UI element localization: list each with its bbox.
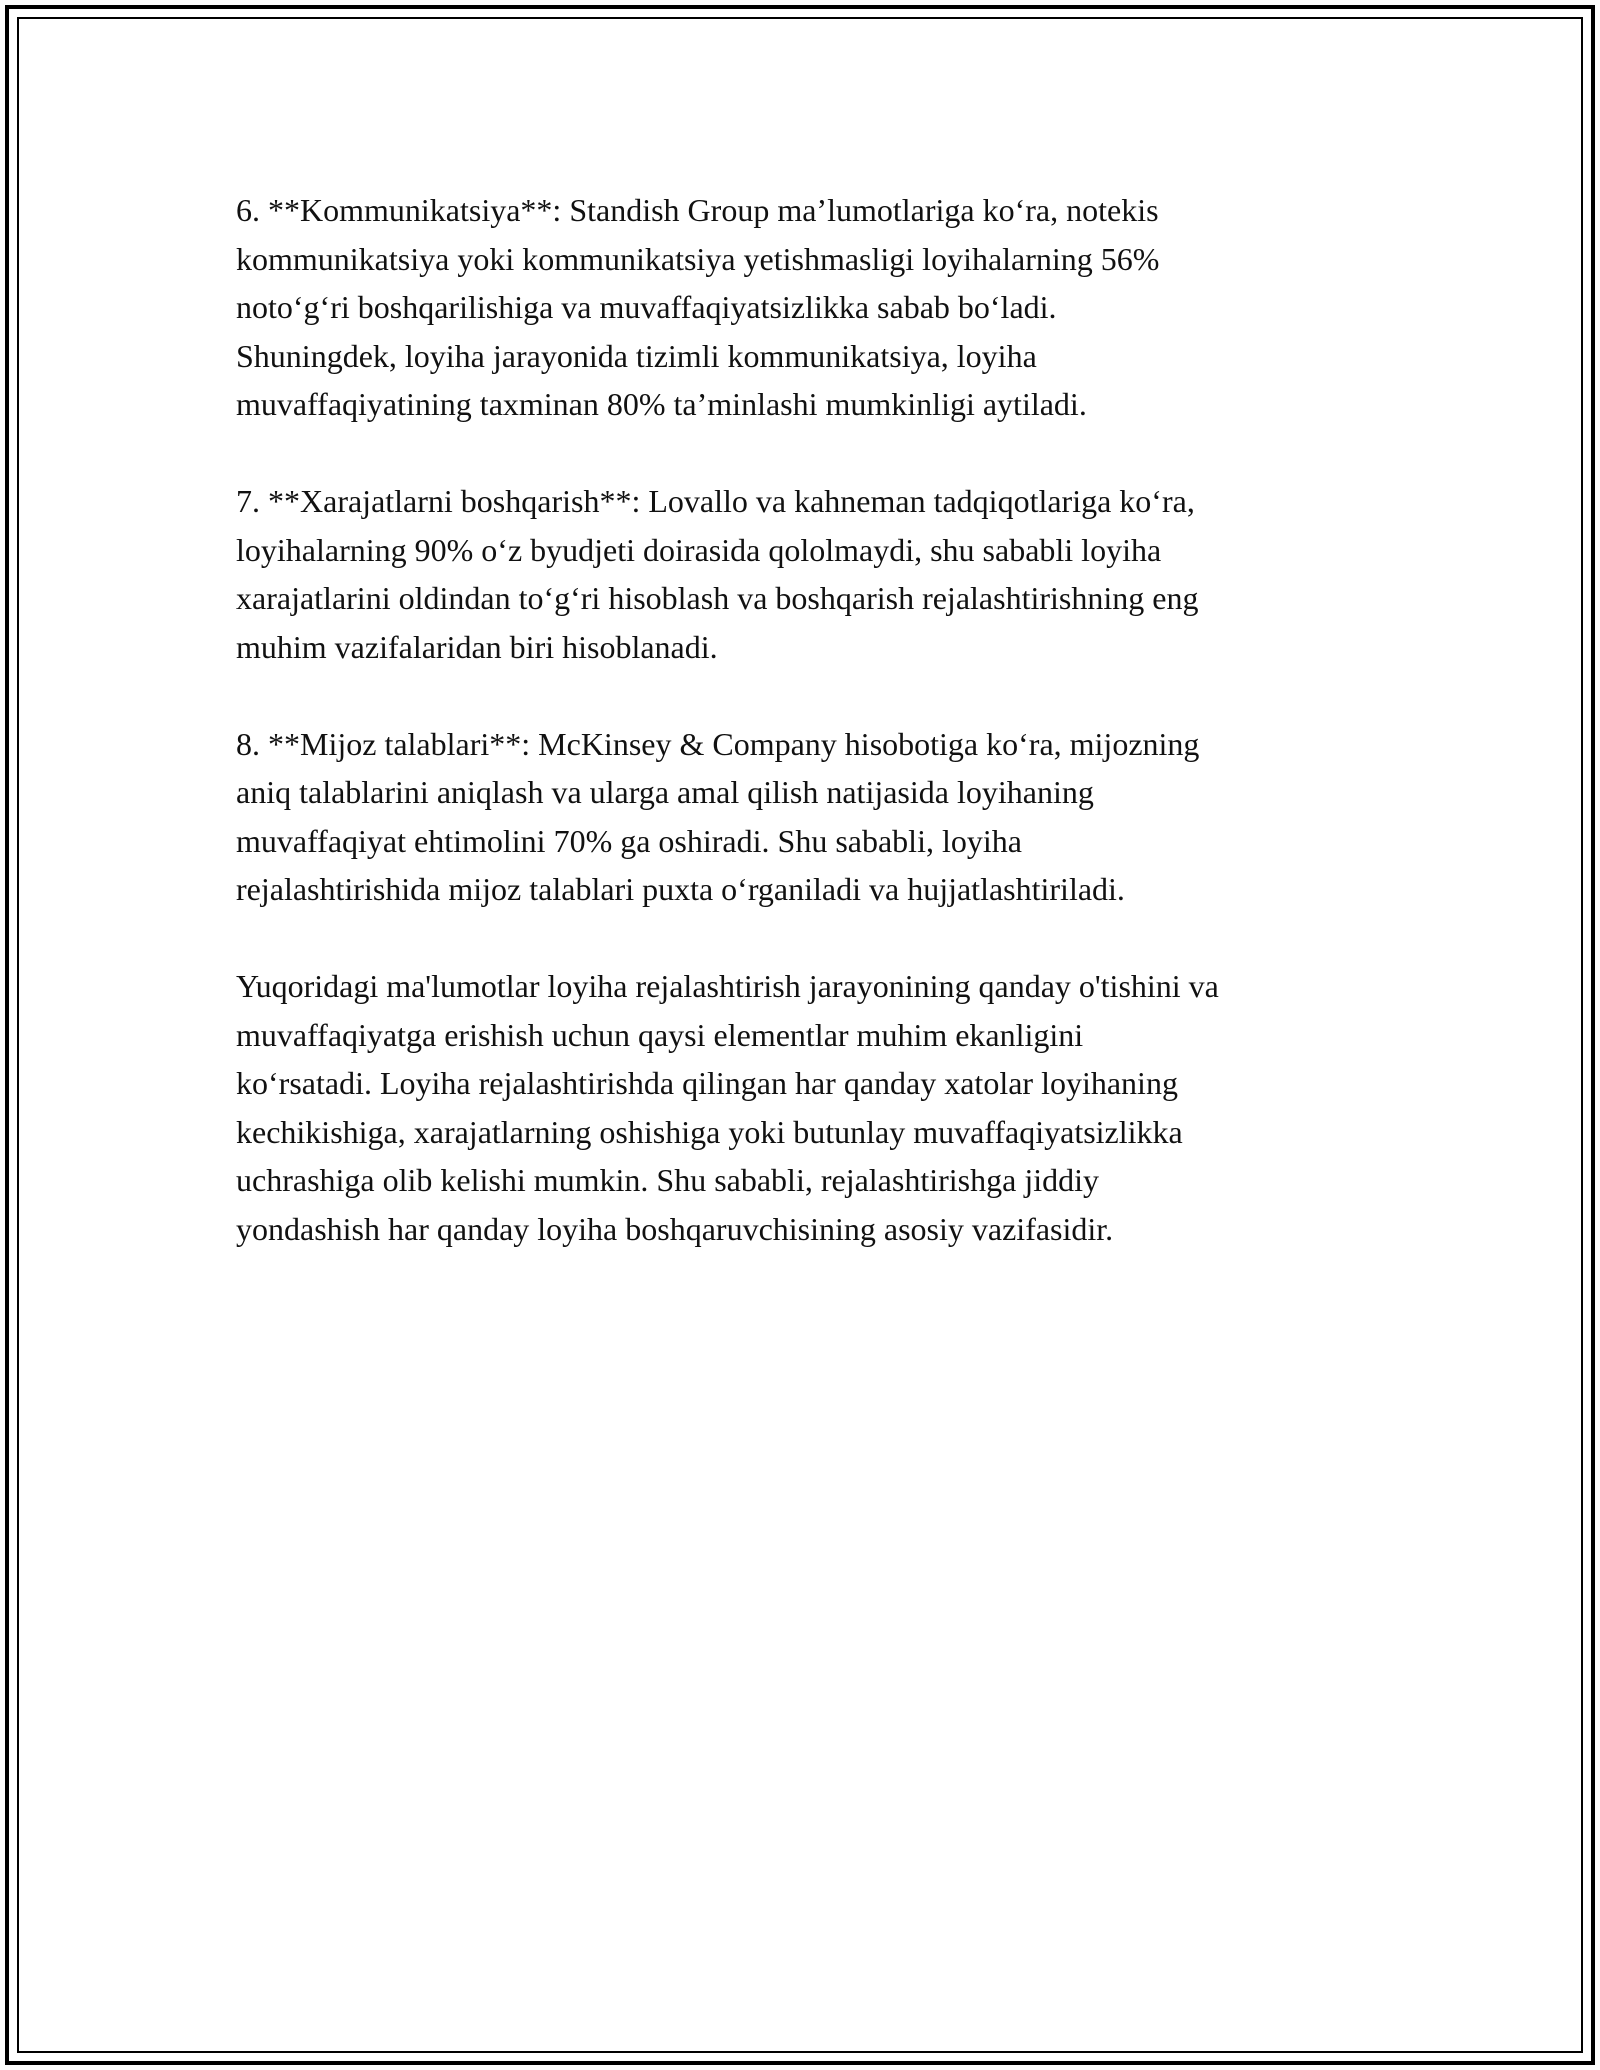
paragraph-communication: 6. **Kommunikatsiya**: Standish Group ma’lumotlariga ko‘ra, notekis kommunikatsiya yoki kommunikatsiya yetishmasligi loyihalarning 56% noto‘g‘ri boshqarilishiga va muvaffaqiyatsizlikka sabab bo‘ladi. Shuningdek, loyiha jarayonida tizimli kommunikatsiya, loyiha muvaffaqiyatining taxminan 80% ta’minlashi mumkinligi aytiladi.: [236, 192, 1160, 422]
paragraph-cost-management: 7. **Xarajatlarni boshqarish**: Lovallo va kahneman tadqiqotlariga ko‘ra, loyihalarning 90% o‘z byudjeti doirasida qololmaydi, shu sababli loyiha xarajatlarini oldindan to‘g‘ri hisoblash va boshqarish rejalashtirishning eng muhim vazifalaridan biri hisoblanadi.: [236, 483, 1199, 665]
paragraph-conclusion: Yuqoridagi ma'lumotlar loyiha rejalashtirish jarayonining qanday o'tishini va muvaffaqiyatga erishish uchun qaysi elementlar muhim ekanligini ko‘rsatadi. Loyiha rejalashtirishda qilingan har qanday xatolar loyihaning kechikishiga, xarajatlarning oshishiga yoki butunlay muvaffaqiyatsizlikka uchrashiga olib kelishi mumkin. Shu sababli, rejalashtirishga jiddiy yondashish har qanday loyiha boshqaruvchisining asosiy vazifasidir.: [236, 968, 1219, 1247]
paragraph-client-requirements: 8. **Mijoz talablari**: McKinsey & Company hisobotiga ko‘ra, mijozning aniq talablarini aniqlash va ularga amal qilish natijasida loyihaning muvaffaqiyat ehtimolini 70% ga oshiradi. Shu sababli, loyiha rejalashtirishida mijoz talablari puxta o‘rganiladi va hujjatlashtiriladi.: [236, 725, 1200, 907]
document-body: [236, 186, 1376, 1302]
